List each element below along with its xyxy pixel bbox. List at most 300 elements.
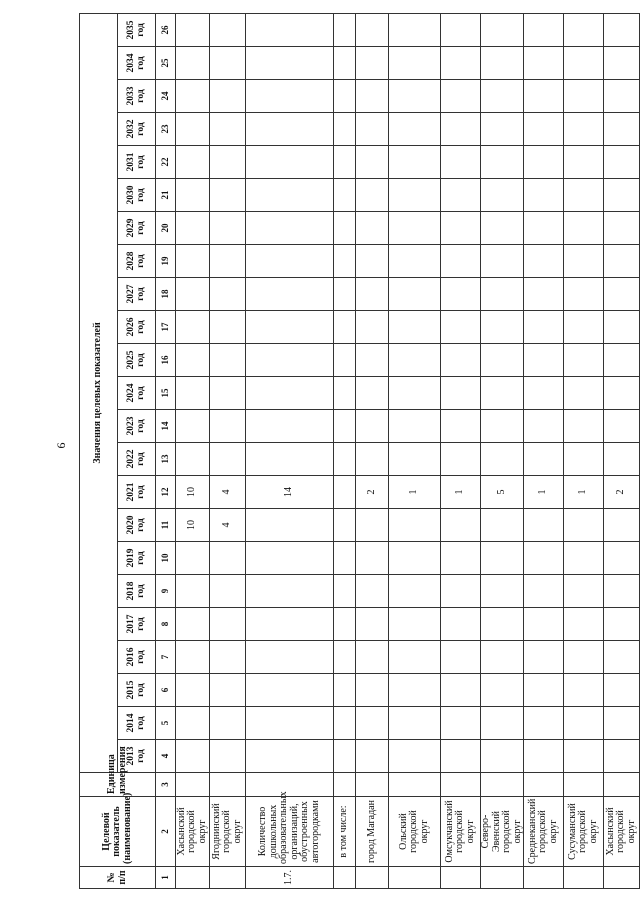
- value-cell: [441, 674, 481, 707]
- value-cell: [604, 311, 640, 344]
- value-cell: [481, 674, 524, 707]
- table-row: [176, 13, 210, 888]
- value-cell: [334, 311, 356, 344]
- row-unit: [441, 773, 481, 797]
- value-cell: [176, 443, 210, 476]
- value-cell: [389, 80, 441, 113]
- value-cell: [564, 113, 604, 146]
- value-cell: [246, 641, 334, 674]
- table-row: [210, 13, 246, 888]
- header-year: 2024 год: [118, 377, 156, 410]
- value-cell: [356, 13, 389, 46]
- value-cell: 2: [604, 476, 640, 509]
- column-number: 13: [156, 443, 176, 476]
- value-cell: [524, 707, 564, 740]
- value-cell: [604, 707, 640, 740]
- value-cell: [246, 113, 334, 146]
- target-indicators-table: [79, 13, 640, 889]
- header-year: 2031 год: [118, 146, 156, 179]
- table-row: [334, 13, 356, 888]
- header-year: 2030 год: [118, 179, 156, 212]
- value-cell: [356, 674, 389, 707]
- column-number: 19: [156, 245, 176, 278]
- row-unit: [210, 773, 246, 797]
- value-cell: [441, 575, 481, 608]
- header-year: 2028 год: [118, 245, 156, 278]
- table-row: [441, 13, 481, 888]
- value-cell: [481, 608, 524, 641]
- value-cell: [389, 212, 441, 245]
- value-cell: [481, 212, 524, 245]
- value-cell: [524, 212, 564, 245]
- value-cell: [564, 608, 604, 641]
- value-cell: [246, 377, 334, 410]
- value-cell: [246, 80, 334, 113]
- value-cell: [524, 542, 564, 575]
- row-unit: [564, 773, 604, 797]
- value-cell: [524, 113, 564, 146]
- value-cell: [564, 146, 604, 179]
- value-cell: [210, 575, 246, 608]
- column-number: 23: [156, 113, 176, 146]
- value-cell: [389, 674, 441, 707]
- value-cell: [481, 13, 524, 46]
- value-cell: [604, 377, 640, 410]
- header-year: 2017 год: [118, 608, 156, 641]
- column-number: 2: [156, 797, 176, 867]
- header-year: 2029 год: [118, 212, 156, 245]
- value-cell: [334, 443, 356, 476]
- value-cell: [481, 311, 524, 344]
- value-cell: [246, 179, 334, 212]
- column-number: 20: [156, 212, 176, 245]
- column-number: 10: [156, 542, 176, 575]
- value-cell: [389, 542, 441, 575]
- header-indicator: Целевой показатель (наименование): [80, 797, 156, 867]
- value-cell: [334, 509, 356, 542]
- value-cell: [441, 344, 481, 377]
- header-year: 2016 год: [118, 641, 156, 674]
- value-cell: [564, 509, 604, 542]
- column-number: 15: [156, 377, 176, 410]
- value-cell: [246, 344, 334, 377]
- value-cell: [441, 443, 481, 476]
- column-number: 12: [156, 476, 176, 509]
- row-indicator-name: Количество дошкольных образовательных организаций, обустроенных автогородками: [246, 797, 334, 867]
- value-cell: [441, 113, 481, 146]
- value-cell: [564, 311, 604, 344]
- value-cell: [441, 13, 481, 46]
- value-cell: [210, 245, 246, 278]
- value-cell: [210, 410, 246, 443]
- value-cell: [524, 377, 564, 410]
- column-number: 22: [156, 146, 176, 179]
- value-cell: [524, 278, 564, 311]
- value-cell: 4: [210, 476, 246, 509]
- value-cell: [176, 13, 210, 46]
- value-cell: [210, 146, 246, 179]
- value-cell: [246, 575, 334, 608]
- value-cell: [524, 509, 564, 542]
- value-cell: [246, 542, 334, 575]
- column-number: 1: [156, 867, 176, 889]
- value-cell: [481, 542, 524, 575]
- value-cell: [524, 245, 564, 278]
- header-year: 2034 год: [118, 47, 156, 80]
- value-cell: [481, 509, 524, 542]
- value-cell: [356, 278, 389, 311]
- value-cell: [604, 608, 640, 641]
- value-cell: [176, 608, 210, 641]
- value-cell: [564, 377, 604, 410]
- value-cell: [210, 674, 246, 707]
- value-cell: 10: [176, 476, 210, 509]
- value-cell: [604, 674, 640, 707]
- value-cell: 1: [441, 476, 481, 509]
- row-indicator-name: в том числе:: [334, 797, 356, 867]
- value-cell: [389, 245, 441, 278]
- column-number: 17: [156, 311, 176, 344]
- column-number: 21: [156, 179, 176, 212]
- value-cell: 1: [524, 476, 564, 509]
- value-cell: [246, 608, 334, 641]
- value-cell: [481, 707, 524, 740]
- value-cell: [604, 443, 640, 476]
- column-number: 16: [156, 344, 176, 377]
- value-cell: [389, 47, 441, 80]
- row-unit: [524, 773, 564, 797]
- row-indicator-name: город Магадан: [356, 797, 389, 867]
- value-cell: [246, 311, 334, 344]
- header-year: 2022 год: [118, 443, 156, 476]
- value-cell: [604, 245, 640, 278]
- header-year: 2033 год: [118, 80, 156, 113]
- value-cell: [334, 542, 356, 575]
- row-number: [334, 867, 356, 889]
- value-cell: [389, 146, 441, 179]
- value-cell: [246, 740, 334, 773]
- value-cell: [356, 740, 389, 773]
- value-cell: [604, 47, 640, 80]
- value-cell: [210, 740, 246, 773]
- value-cell: [604, 344, 640, 377]
- value-cell: [441, 47, 481, 80]
- column-number: 7: [156, 641, 176, 674]
- header-year: 2025 год: [118, 344, 156, 377]
- column-number: 24: [156, 80, 176, 113]
- value-cell: [246, 443, 334, 476]
- header-year: 2021 год: [118, 476, 156, 509]
- value-cell: [246, 13, 334, 46]
- value-cell: [356, 212, 389, 245]
- value-cell: [210, 311, 246, 344]
- value-cell: [524, 13, 564, 46]
- row-unit: [176, 773, 210, 797]
- value-cell: [246, 410, 334, 443]
- row-unit: [246, 773, 334, 797]
- value-cell: [356, 707, 389, 740]
- value-cell: [441, 410, 481, 443]
- value-cell: [564, 13, 604, 46]
- value-cell: [389, 707, 441, 740]
- value-cell: [441, 608, 481, 641]
- value-cell: [210, 212, 246, 245]
- value-cell: [564, 245, 604, 278]
- value-cell: [389, 278, 441, 311]
- header-year: 2020 год: [118, 509, 156, 542]
- value-cell: [604, 113, 640, 146]
- column-number: 25: [156, 47, 176, 80]
- value-cell: [176, 740, 210, 773]
- value-cell: 10: [176, 509, 210, 542]
- value-cell: 2: [356, 476, 389, 509]
- value-cell: [176, 47, 210, 80]
- value-cell: [334, 641, 356, 674]
- value-cell: [210, 344, 246, 377]
- row-unit: [356, 773, 389, 797]
- value-cell: [176, 674, 210, 707]
- row-number: [441, 867, 481, 889]
- value-cell: [356, 146, 389, 179]
- value-cell: [481, 410, 524, 443]
- header-unit: Единица измерения: [80, 773, 156, 797]
- value-cell: [524, 443, 564, 476]
- value-cell: [389, 575, 441, 608]
- row-number: 1.7.: [246, 867, 334, 889]
- value-cell: [564, 278, 604, 311]
- value-cell: [176, 311, 210, 344]
- value-cell: [564, 542, 604, 575]
- value-cell: [481, 740, 524, 773]
- value-cell: [389, 443, 441, 476]
- value-cell: [524, 641, 564, 674]
- row-number: [481, 867, 524, 889]
- value-cell: [210, 443, 246, 476]
- row-number: [524, 867, 564, 889]
- column-number: 6: [156, 674, 176, 707]
- value-cell: [524, 344, 564, 377]
- row-indicator-name: Северо-Эвенский городской округ: [481, 797, 524, 867]
- rotated-table-container: [79, 16, 637, 889]
- value-cell: [334, 674, 356, 707]
- value-cell: [246, 278, 334, 311]
- value-cell: [481, 245, 524, 278]
- value-cell: [441, 740, 481, 773]
- value-cell: [441, 179, 481, 212]
- value-cell: [246, 212, 334, 245]
- value-cell: [356, 509, 389, 542]
- row-indicator-name: Хасынский городской округ: [604, 797, 640, 867]
- header-year: 2026 год: [118, 311, 156, 344]
- value-cell: [564, 740, 604, 773]
- value-cell: [210, 47, 246, 80]
- value-cell: [176, 542, 210, 575]
- header-year: 2014 год: [118, 707, 156, 740]
- value-cell: [334, 212, 356, 245]
- value-cell: [441, 278, 481, 311]
- row-unit: [481, 773, 524, 797]
- value-cell: [481, 377, 524, 410]
- value-cell: [524, 608, 564, 641]
- value-cell: [356, 245, 389, 278]
- value-cell: [334, 47, 356, 80]
- column-number: 26: [156, 13, 176, 46]
- value-cell: [564, 575, 604, 608]
- header-year: 2019 год: [118, 542, 156, 575]
- value-cell: [441, 212, 481, 245]
- row-indicator-name: Омсукчанский городской округ: [441, 797, 481, 867]
- value-cell: [210, 179, 246, 212]
- value-cell: [389, 410, 441, 443]
- value-cell: [524, 47, 564, 80]
- value-cell: [356, 443, 389, 476]
- value-cell: [176, 575, 210, 608]
- value-cell: [389, 179, 441, 212]
- value-cell: [356, 377, 389, 410]
- value-cell: [604, 80, 640, 113]
- value-cell: [441, 80, 481, 113]
- value-cell: [524, 410, 564, 443]
- value-cell: [356, 608, 389, 641]
- value-cell: [334, 146, 356, 179]
- value-cell: [210, 278, 246, 311]
- value-cell: [334, 278, 356, 311]
- value-cell: [246, 245, 334, 278]
- value-cell: [176, 245, 210, 278]
- header-year: 2015 год: [118, 674, 156, 707]
- value-cell: [524, 146, 564, 179]
- value-cell: [389, 344, 441, 377]
- value-cell: [176, 80, 210, 113]
- value-cell: [481, 575, 524, 608]
- value-cell: [441, 311, 481, 344]
- table-row: [389, 13, 441, 888]
- value-cell: [604, 641, 640, 674]
- value-cell: [524, 179, 564, 212]
- header-year: 2013 год: [118, 740, 156, 773]
- value-cell: [356, 410, 389, 443]
- value-cell: [441, 509, 481, 542]
- value-cell: [389, 740, 441, 773]
- column-number: 4: [156, 740, 176, 773]
- value-cell: [564, 674, 604, 707]
- column-number: 5: [156, 707, 176, 740]
- value-cell: [334, 13, 356, 46]
- value-cell: [604, 13, 640, 46]
- value-cell: [441, 542, 481, 575]
- value-cell: [441, 641, 481, 674]
- value-cell: [481, 80, 524, 113]
- value-cell: [524, 575, 564, 608]
- value-cell: [334, 575, 356, 608]
- value-cell: [604, 575, 640, 608]
- value-cell: [481, 47, 524, 80]
- value-cell: [176, 344, 210, 377]
- column-number: 11: [156, 509, 176, 542]
- value-cell: [604, 509, 640, 542]
- value-cell: [176, 377, 210, 410]
- value-cell: [334, 80, 356, 113]
- value-cell: [564, 410, 604, 443]
- value-cell: [356, 575, 389, 608]
- value-cell: [334, 179, 356, 212]
- column-number: 3: [156, 773, 176, 797]
- value-cell: [441, 146, 481, 179]
- value-cell: [564, 80, 604, 113]
- value-cell: [604, 410, 640, 443]
- value-cell: [210, 542, 246, 575]
- value-cell: [524, 674, 564, 707]
- value-cell: [564, 344, 604, 377]
- column-number: 18: [156, 278, 176, 311]
- row-indicator-name: Среднеканский городской округ: [524, 797, 564, 867]
- value-cell: [356, 179, 389, 212]
- value-cell: [334, 410, 356, 443]
- value-cell: 14: [246, 476, 334, 509]
- value-cell: [389, 608, 441, 641]
- value-cell: [176, 212, 210, 245]
- header-year: 2023 год: [118, 410, 156, 443]
- value-cell: [524, 311, 564, 344]
- value-cell: [604, 212, 640, 245]
- value-cell: [564, 707, 604, 740]
- value-cell: [334, 377, 356, 410]
- value-cell: [246, 146, 334, 179]
- value-cell: [210, 113, 246, 146]
- row-number: [604, 867, 640, 889]
- value-cell: [604, 278, 640, 311]
- row-number: [176, 867, 210, 889]
- value-cell: [481, 641, 524, 674]
- page-number: 9: [54, 442, 69, 449]
- row-indicator-name: Хасынский городской округ: [176, 797, 210, 867]
- value-cell: [210, 377, 246, 410]
- row-unit: [604, 773, 640, 797]
- column-number: 14: [156, 410, 176, 443]
- value-cell: 1: [564, 476, 604, 509]
- value-cell: [334, 344, 356, 377]
- value-cell: [389, 641, 441, 674]
- value-cell: 1: [389, 476, 441, 509]
- value-cell: [481, 344, 524, 377]
- value-cell: [356, 113, 389, 146]
- row-number: [564, 867, 604, 889]
- value-cell: [604, 146, 640, 179]
- value-cell: [210, 707, 246, 740]
- row-indicator-name: Сусуманский городской округ: [564, 797, 604, 867]
- value-cell: [334, 740, 356, 773]
- table-row: [246, 13, 334, 888]
- value-cell: [334, 707, 356, 740]
- row-number: [356, 867, 389, 889]
- value-cell: [389, 113, 441, 146]
- value-cell: [176, 179, 210, 212]
- row-indicator-name: Ягоднинский городской округ: [210, 797, 246, 867]
- value-cell: [246, 47, 334, 80]
- value-cell: [604, 179, 640, 212]
- value-cell: [356, 542, 389, 575]
- value-cell: [564, 212, 604, 245]
- value-cell: [564, 47, 604, 80]
- value-cell: [481, 113, 524, 146]
- value-cell: [481, 179, 524, 212]
- value-cell: [481, 146, 524, 179]
- value-cell: [176, 113, 210, 146]
- value-cell: [564, 443, 604, 476]
- value-cell: [481, 443, 524, 476]
- value-cell: [334, 476, 356, 509]
- table-row: [564, 13, 604, 888]
